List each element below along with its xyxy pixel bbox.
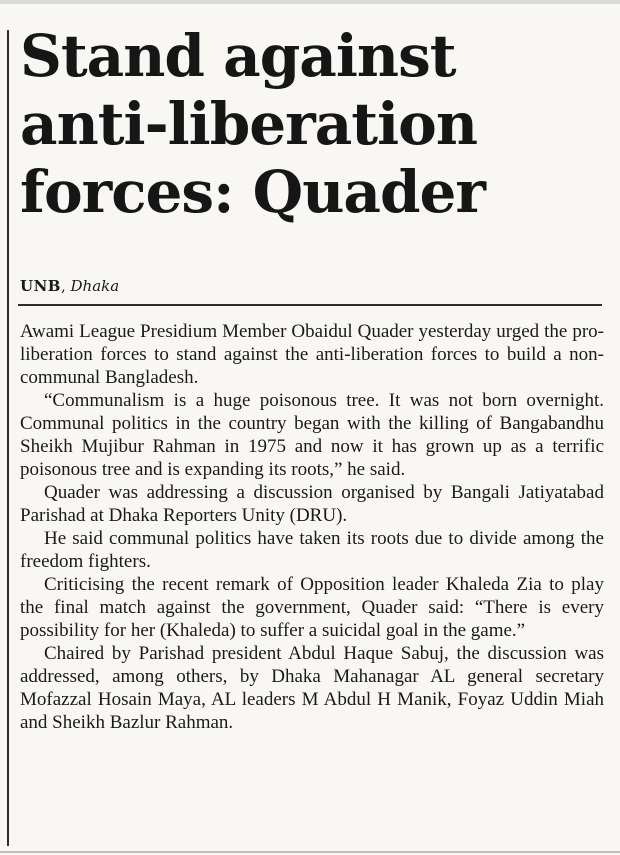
byline <box>20 275 119 297</box>
top-border <box>0 0 620 4</box>
article-body <box>20 320 604 734</box>
byline-place: Dhaka <box>70 277 120 295</box>
headline-line-2: anti-liberation <box>20 90 477 158</box>
paragraph-3: Quader was addressing a discussion organised by Bangali Jatiyatabad Parishad at Dhaka Reporters Unity (DRU). <box>20 482 604 526</box>
headline-line-3: forces: Quader <box>20 158 485 226</box>
byline-divider <box>18 304 602 306</box>
byline-agency: UNB <box>20 277 61 295</box>
paragraph-6: Chaired by Parishad president Abdul Haque Sabuj, the discussion was addressed, among others, by Dhaka Mahanagar AL general secretary Mofazzal Hosain Maya, AL leaders M Abdul H Manik, Foyaz Uddin Miah and Sheikh Bazlur Rahman. <box>20 643 604 733</box>
column-rule <box>7 30 9 846</box>
paragraph-5: Criticising the recent remark of Opposition leader Khaleda Zia to play the final match against the government, Quader said: “There is every possibility for her (Khaleda) to suffer a suicidal goal in the game.” <box>20 574 604 641</box>
bottom-border <box>0 851 620 853</box>
paragraph-4: He said communal politics have taken its roots due to divide among the freedom fighters. <box>20 528 604 572</box>
headline-line-1: Stand against <box>20 22 456 90</box>
paragraph-1: Awami League Presidium Member Obaidul Quader yesterday urged the pro-liberation forces to stand against the anti-liberation forces to build a non-communal Bangladesh. <box>20 321 604 388</box>
paragraph-2: “Communalism is a huge poisonous tree. It was not born overnight. Communal politics in the country began with the killing of Bangabandhu Sheikh Mujibur Rahman in 1975 and now it has grown up as a terrific poisonous tree and is expanding its roots,” he said. <box>20 390 604 480</box>
byline-separator: , <box>60 277 71 295</box>
headline <box>20 22 612 226</box>
